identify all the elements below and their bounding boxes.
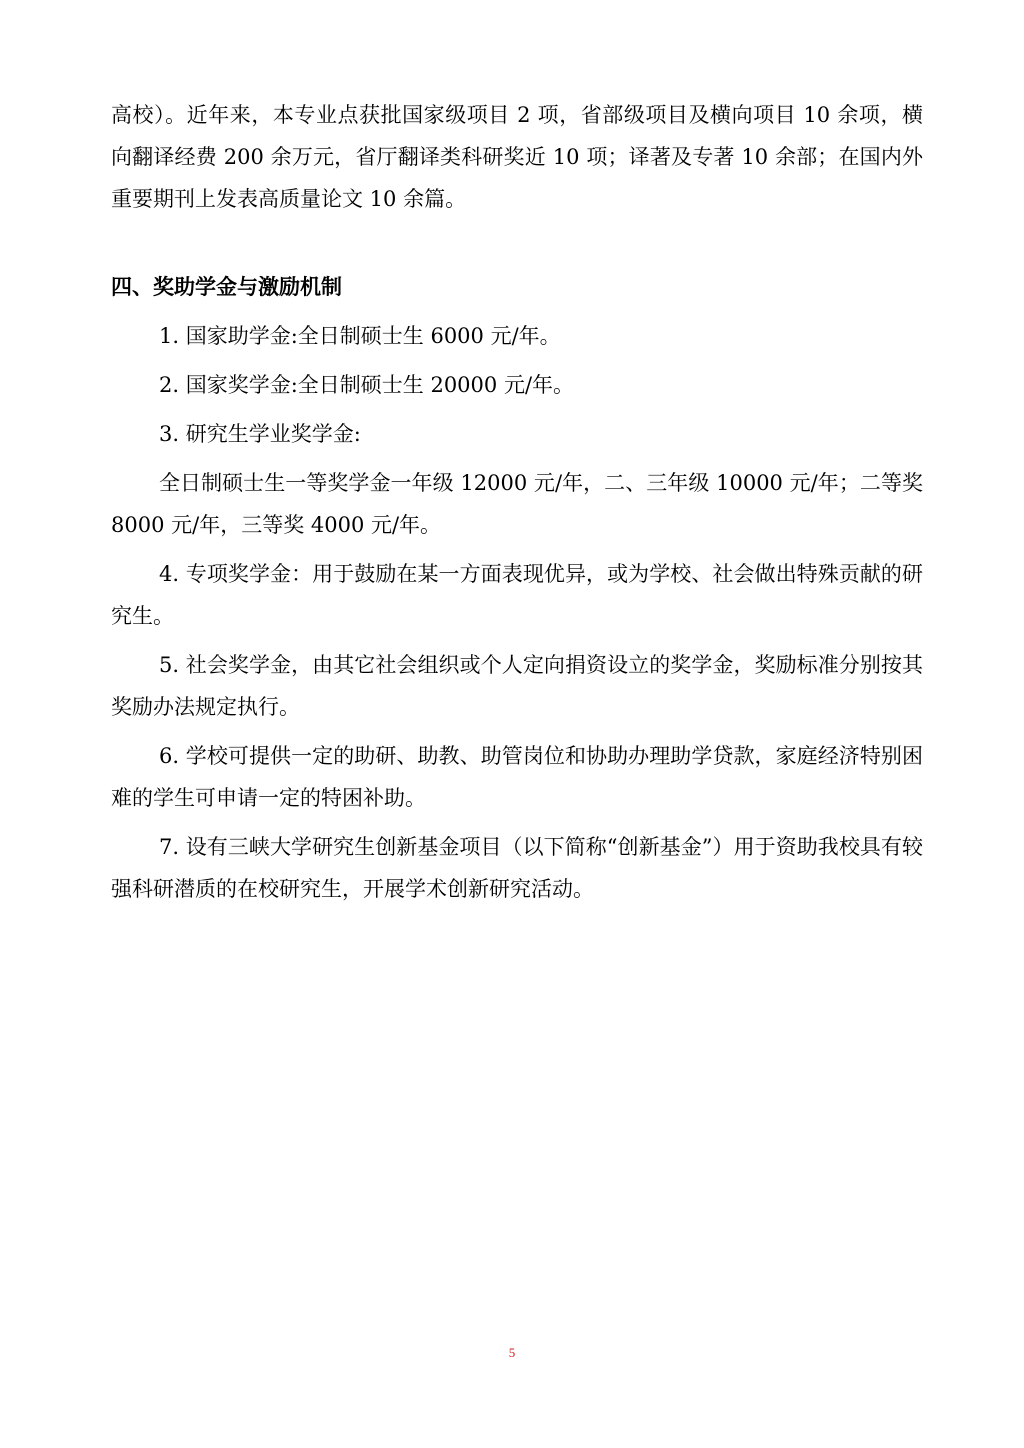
document-body	[111, 94, 923, 917]
section-heading: 四、奖助学金与激励机制	[111, 275, 342, 299]
item-social-scholarship: 5. 社会奖学金，由其它社会组织或个人定向捐资设立的奖学金，奖励标准分别按其奖励办法规定执行。	[111, 653, 923, 719]
item-special-scholarship: 4. 专项奖学金：用于鼓励在某一方面表现优异，或为学校、社会做出特殊贡献的研究生。	[111, 562, 923, 628]
intro-paragraph: 高校）。近年来，本专业点获批国家级项目 2 项，省部级项目及横向项目 10 余项，横向翻译经费 200 余万元，省厅翻译类科研奖近 10 项；译著及专著 10 余部；在国内外重要期刊上发表高质量论文 10 余篇。	[111, 103, 923, 211]
item-academic-scholarship: 3. 研究生学业奖学金:	[159, 422, 361, 446]
item-assistantships: 6. 学校可提供一定的助研、助教、助管岗位和协助办理助学贷款，家庭经济特别困难的学生可申请一定的特困补助。	[111, 744, 923, 810]
page-number: 5	[508, 1345, 516, 1360]
item-national-scholarship: 2. 国家奖学金:全日制硕士生 20000 元/年。	[159, 373, 575, 397]
item-academic-scholarship-detail: 全日制硕士生一等奖学金一年级 12000 元/年，二、三年级 10000 元/年；二等奖 8000 元/年，三等奖 4000 元/年。	[111, 471, 923, 537]
item-innovation-fund: 7. 设有三峡大学研究生创新基金项目（以下简称“创新基金”）用于资助我校具有较强科研潜质的在校研究生，开展学术创新研究活动。	[111, 835, 923, 901]
item-national-grant: 1. 国家助学金:全日制硕士生 6000 元/年。	[159, 324, 561, 348]
